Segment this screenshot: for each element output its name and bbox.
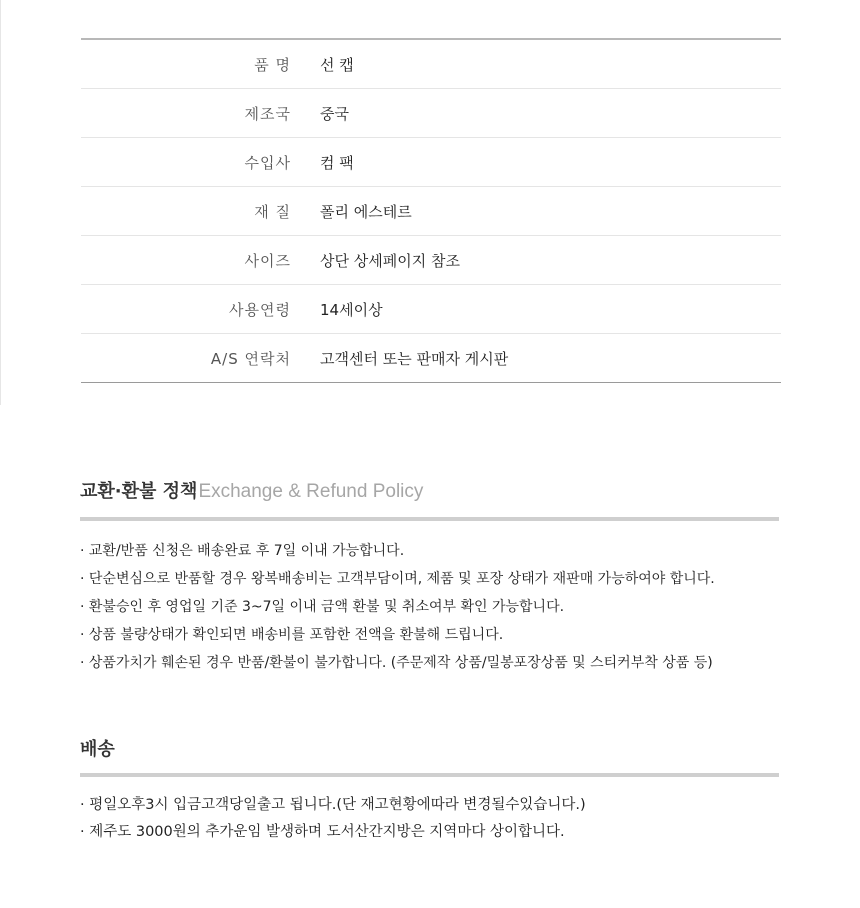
- exchange-policy-divider: [80, 517, 779, 521]
- list-item: · 상품 불량상태가 확인되면 배송비를 포함한 전액을 환불해 드립니다.: [80, 627, 504, 643]
- info-row-product-name: [81, 40, 781, 89]
- info-label: 사용연령: [229, 300, 291, 319]
- info-row-importer: [81, 138, 781, 187]
- exchange-policy-title: 교환·환불 정책: [80, 481, 198, 502]
- info-value: 컴 팩: [320, 153, 354, 172]
- exchange-policy-list: [80, 537, 800, 677]
- info-row-as-contact: [81, 334, 781, 382]
- shipping-heading: [80, 735, 115, 761]
- info-value: 선 캡: [320, 55, 354, 74]
- info-row-country: [81, 89, 781, 138]
- info-label: 수입사: [244, 153, 291, 172]
- info-value: 중국: [320, 104, 349, 123]
- info-value: 고객센터 또는 판매자 게시판: [320, 349, 509, 368]
- shipping-list: [80, 792, 800, 846]
- list-item: · 제주도 3000원의 추가운임 발생하며 도서산간지방은 지역마다 상이합니다.: [80, 824, 565, 840]
- exchange-policy-subtitle: Exchange & Refund Policy: [198, 481, 424, 502]
- info-value: 상단 상세페이지 참조: [320, 251, 460, 270]
- info-value: 14세이상: [320, 300, 383, 319]
- product-info-table: [81, 38, 781, 383]
- list-item: · 환불승인 후 영업일 기준 3~7일 이내 금액 환불 및 취소여부 확인 가능합니다.: [80, 599, 565, 615]
- list-item: · 교환/반품 신청은 배송완료 후 7일 이내 가능합니다.: [80, 543, 405, 559]
- info-label: 제조국: [244, 104, 291, 123]
- info-label: A/S 연락처: [210, 349, 291, 368]
- info-row-material: [81, 187, 781, 236]
- info-row-age: [81, 285, 781, 334]
- list-item: · 평일오후3시 입금고객당일출고 됩니다.(단 재고현황에따라 변경될수있습니다.): [80, 797, 586, 813]
- info-label: 사이즈: [244, 251, 291, 270]
- exchange-policy-heading: [80, 477, 423, 503]
- info-value: 폴리 에스테르: [320, 202, 412, 221]
- shipping-title: 배송: [80, 739, 115, 760]
- info-row-size: [81, 236, 781, 285]
- info-label: 재 질: [254, 202, 291, 221]
- left-divider-line: [0, 0, 1, 405]
- info-label: 품 명: [254, 55, 291, 74]
- list-item: · 단순변심으로 반품할 경우 왕복배송비는 고객부담이며, 제품 및 포장 상태가 재판매 가능하여야 합니다.: [80, 571, 715, 587]
- shipping-divider: [80, 773, 779, 777]
- list-item: · 상품가치가 훼손된 경우 반품/환불이 불가합니다. (주문제작 상품/밀봉포장상품 및 스티커부착 상품 등): [80, 655, 713, 671]
